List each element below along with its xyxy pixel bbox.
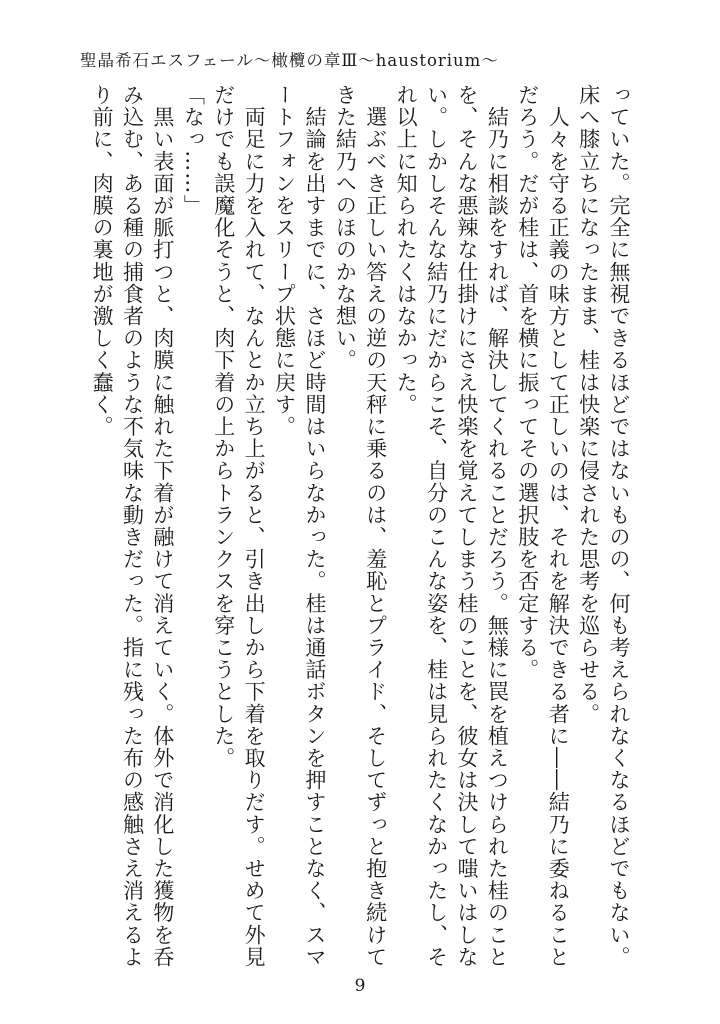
text-line: れ以上に知られたくはなかった。 (394, 84, 419, 416)
text-line: り前に、肉膜の裏地が激しく蠢く。 (90, 84, 115, 438)
text-line: を、そんな悪辣な仕掛けにさえ快楽を覚えてしまう桂のことを、彼女は決して嗤いはしな (454, 84, 479, 968)
text-line: ートフォンをスリープ状態に戻す。 (272, 84, 297, 438)
text-line: 選ぶべき正しい答えの逆の天秤に乗るのは、羞恥とプライド、そしてずっと抱き続けて (363, 84, 388, 968)
text-line: 結論を出すまでに、さほど時間はいらなかった。桂は通話ボタンを押すことなく、スマ (302, 84, 327, 968)
text-line: い。しかしそんな結乃にだからこそ、自分のこんな姿を、桂は見られたくなかったし、そ (424, 84, 449, 968)
page-header: 聖晶希石エスフェール〜橄欖の章Ⅲ〜haustorium〜 (80, 51, 499, 70)
text-line: み込む、ある種の捕食者のような不気味な動きだった。指に残った布の感触さえ消えるよ (120, 84, 145, 968)
text-line: 両足に力を入れて、なんとか立ち上がると、引き出しから下着を取りだす。せめて外見 (242, 84, 267, 968)
text-line: 「なっ……」 (181, 84, 206, 217)
text-line: 黒い表面が脈打つと、肉膜に触れた下着が融けて消えていく。体外で消化した獲物を呑 (150, 84, 175, 968)
text-line: っていた。完全に無視できるほどではないものの、何も考えられなくなるほどでもない。 (607, 84, 631, 968)
text-line: 床へ膝立ちになったまま、桂は快楽に侵された思考を巡らせる。 (576, 84, 601, 725)
body-text (87, 84, 634, 968)
text-line: きた結乃へのほのかな想い。 (333, 84, 358, 372)
text-line: 結乃に相談をすれば、解決してくれることだろう。無様に罠を植えつけられた桂のこと (485, 84, 510, 968)
page-number: 9 (354, 976, 366, 996)
text-line: だろう。だが桂は、首を横に振ってその選択肢を否定する。 (515, 84, 540, 681)
text-line: 人々を守る正義の味方として正しいのは、それを解決できる者に――結乃に委ねること (546, 84, 571, 968)
text-line: だけでも誤魔化そうと、肉下着の上からトランクスを穿こうとした。 (211, 84, 236, 770)
